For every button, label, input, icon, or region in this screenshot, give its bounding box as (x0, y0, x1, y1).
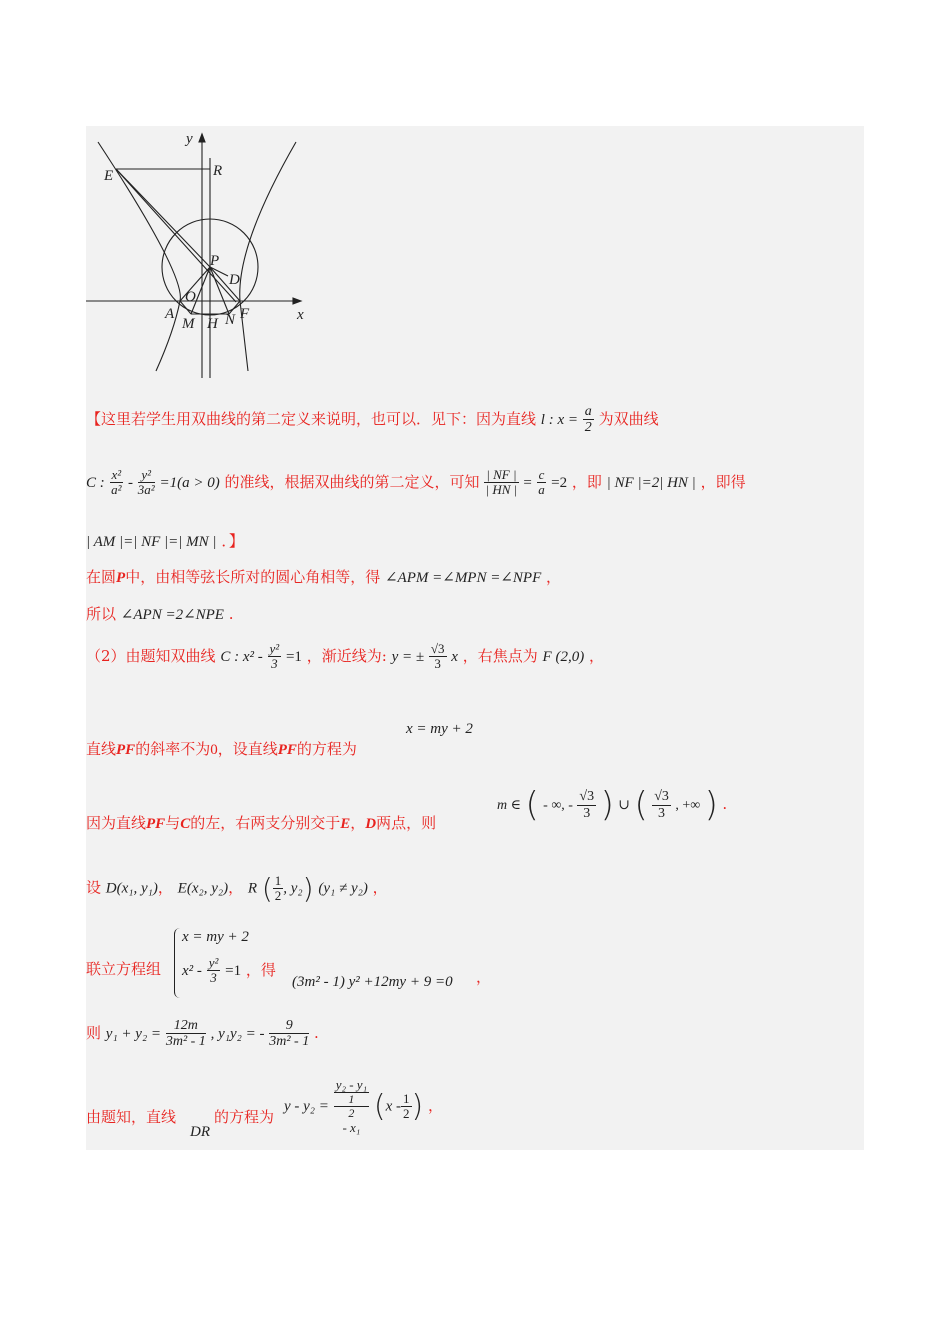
p6-text (86, 812, 436, 833)
p1-math2: | NF |=2| HN | (606, 474, 696, 491)
p2-math: ∠APM =∠MPN =∠NPF (384, 570, 542, 586)
p2 (86, 566, 561, 587)
p8-brace (174, 928, 181, 998)
p1-f4: $\frac{c}{a}$ (538, 467, 545, 498)
p4 (86, 642, 604, 672)
p9-m1: y₁ + y₂ = (105, 1025, 162, 1042)
label-O: O (185, 289, 196, 305)
p4-text3: ，右焦点为 (462, 646, 538, 665)
p7-c1: ， (157, 878, 173, 897)
p10-dr: DR (190, 1124, 210, 1140)
p4-m2: y = ± (391, 648, 425, 665)
label-P: P (210, 253, 220, 269)
p8-f: $\frac{\text{y²}}{3}$ (208, 955, 219, 986)
p5-zero: 0 (210, 742, 218, 758)
label-x: x (297, 307, 304, 323)
p9 (86, 1018, 319, 1050)
label-D: D (229, 272, 240, 288)
p9-f2: $\frac{9}{\text{3m² - 1}}$ (269, 1018, 310, 1050)
p2-P: P (116, 570, 126, 586)
p4-text2: ，渐近线为: (306, 646, 387, 665)
p9-t1: 则 (86, 1023, 102, 1042)
p7-tail: ， (372, 878, 388, 897)
p1-l3-text: ．】 (221, 532, 244, 550)
p4-m2b: x (451, 648, 458, 665)
p6-t3: 的左，右两支分别交于 (190, 814, 341, 832)
p1-text: 【这里若学生用双曲线的第二定义来说明，也可以．见下：因为直线 (86, 409, 537, 428)
p9-m2: , y₁y₂ = - (210, 1025, 265, 1042)
label-A: A (165, 306, 175, 322)
p7-m3b: , y₂ (283, 880, 303, 897)
p5-eq: x = my + 2 (406, 721, 473, 737)
p10-m1: y - y₂ = (284, 1098, 329, 1115)
p8-r2b: =1 (225, 962, 242, 979)
p3-tail: . (228, 605, 234, 623)
p4-text1: （2）由题知双曲线 (86, 646, 216, 665)
p3 (86, 603, 234, 624)
p10-m2: x - (385, 1098, 402, 1115)
p10-tail: ， (428, 1096, 444, 1115)
p6-cup: ∪ (618, 798, 631, 813)
p1-math: l : x = (540, 411, 578, 428)
p1-frac: $\frac{a}{2}$ (584, 404, 592, 436)
p1-eq3: =2 (551, 474, 568, 491)
label-R: R (213, 163, 223, 179)
p7-m4: (y₁ ≠ y₂) (318, 880, 368, 897)
p4-m3: F (2,0) (542, 648, 585, 665)
p1-eq: =1(a > 0) (159, 474, 220, 491)
p8-r1: x = my + 2 (182, 929, 249, 945)
p7-c2: ， (228, 878, 244, 897)
p2-text1: 在圆 (86, 568, 117, 586)
p10-f2: $\frac{1}{2}$ (403, 1090, 410, 1121)
p6-pf: PF (146, 816, 166, 832)
p1-C: C : (86, 474, 105, 491)
p9-f1: $\frac{12m}{\text{3m² - 1}}$ (165, 1018, 206, 1050)
hyperbola-figure (86, 126, 316, 382)
p6-pos-inf: , +∞ (675, 798, 701, 813)
p6-t2: 与 (165, 814, 181, 832)
label-H: H (207, 316, 218, 332)
p8-res: (3m² - 1) y² +12my + 9 =0 (292, 974, 453, 990)
p6-d: D (365, 816, 377, 832)
p8-t2: ，得 (245, 960, 276, 979)
p10-math: y - y₂ = y₂ - y₁ 1 2 - x₁ (x - $\frac{1}{2}$ ) ， (284, 1077, 444, 1135)
p1-l3-math: | AM |=| NF |=| MN | (86, 534, 217, 550)
p5-pf: PF (116, 742, 136, 758)
p5-t3: ，设直线 (217, 740, 278, 758)
p6-t1: 因为直线 (86, 814, 147, 832)
p7-m2: E(x₂, y₂) (177, 880, 229, 897)
p1-text2: ，即 (571, 472, 602, 491)
p1-eq2: = (523, 474, 532, 491)
p6-t4: 两点，则 (376, 814, 437, 832)
label-M: M (182, 316, 195, 332)
p4-m1: C : x² - (220, 648, 263, 665)
p8-tail: ， (476, 968, 492, 986)
p7-t1: 设 (86, 878, 102, 897)
p6-comma: ， (350, 814, 366, 832)
p7-m1: D(x₁, y₁) (105, 880, 158, 897)
p4-tail: ， (588, 646, 604, 665)
p4-f2: $\frac{√3}{3}$ (430, 641, 445, 672)
p8-r2a: x² - (182, 962, 202, 979)
p6-neg-inf: - ∞, - (543, 798, 573, 813)
p6-e: E (340, 816, 351, 832)
p10-t2: 的方程为 (214, 1108, 275, 1126)
label-N: N (225, 312, 236, 328)
p1-minus: - (127, 474, 133, 491)
p5-t2: 的斜率不为 (135, 740, 211, 758)
p5-t4: 的方程为 (296, 740, 357, 758)
p10-t1: 由题知，直线 (86, 1108, 177, 1126)
p8-t1: 联立方程组 (86, 960, 162, 978)
p8-r2 (182, 956, 276, 986)
p1-text1: 的准线，根据双曲线的第二定义，可知 (224, 472, 480, 491)
p1-line1 (86, 404, 659, 436)
p6-f2: $\frac{√3}{3}$ (654, 789, 669, 821)
label-E: E (104, 168, 114, 184)
p6-m-in: m ∈ (497, 798, 521, 813)
p1-text3: ，即得 (700, 472, 746, 491)
p2-tail: ， (546, 568, 562, 586)
p7-m3: R (247, 880, 258, 897)
p7: 设 D(x₁, y₁)， E(x₂, y₂)， R ( $\frac{1}{2}$ , y₂) (y₁ ≠ y₂) ， (86, 872, 388, 905)
p5-t1: 直线 (86, 740, 117, 758)
p1-tail: 为双曲线 (598, 409, 659, 428)
p6-c: C (180, 816, 191, 832)
p1-line2 (86, 468, 746, 498)
p1-f1: $\frac{\text{x²}}{\text{a²}}$ (111, 467, 122, 498)
p5-pf2: PF (277, 742, 297, 758)
label-F: F (240, 306, 250, 322)
label-y: y (186, 131, 193, 147)
p6-tail: . (722, 795, 728, 813)
p6-math: m ∈ ( - ∞, - $\frac{√3}{3}$ ) ∪ ( $\frac{√3}{3}$ , +∞ ) . (497, 785, 728, 825)
p4-f1: $\frac{\text{y²}}{3}$ (269, 641, 280, 672)
p7-f: $\frac{1}{2}$ (274, 872, 282, 903)
p1-line3 (86, 530, 244, 551)
p6-f1: $\frac{√3}{3}$ (579, 789, 595, 821)
p9-tail: . (314, 1023, 319, 1042)
p10-f: y₂ - y₁ 1 2 - x₁ (335, 1077, 368, 1135)
p1-f2: $\frac{\text{y²}}{\text{3a²}}$ (137, 467, 155, 498)
p4-m1b: =1 (285, 648, 302, 665)
p3-math: ∠APN =2∠NPE (120, 607, 224, 623)
p2-text2: 中，由相等弦长所对的圆心角相等，得 (125, 568, 381, 586)
p1-f3: $\frac{| NF |}{| HN |}$ (485, 467, 518, 498)
p5 (86, 738, 357, 759)
p3-text: 所以 (86, 605, 117, 623)
